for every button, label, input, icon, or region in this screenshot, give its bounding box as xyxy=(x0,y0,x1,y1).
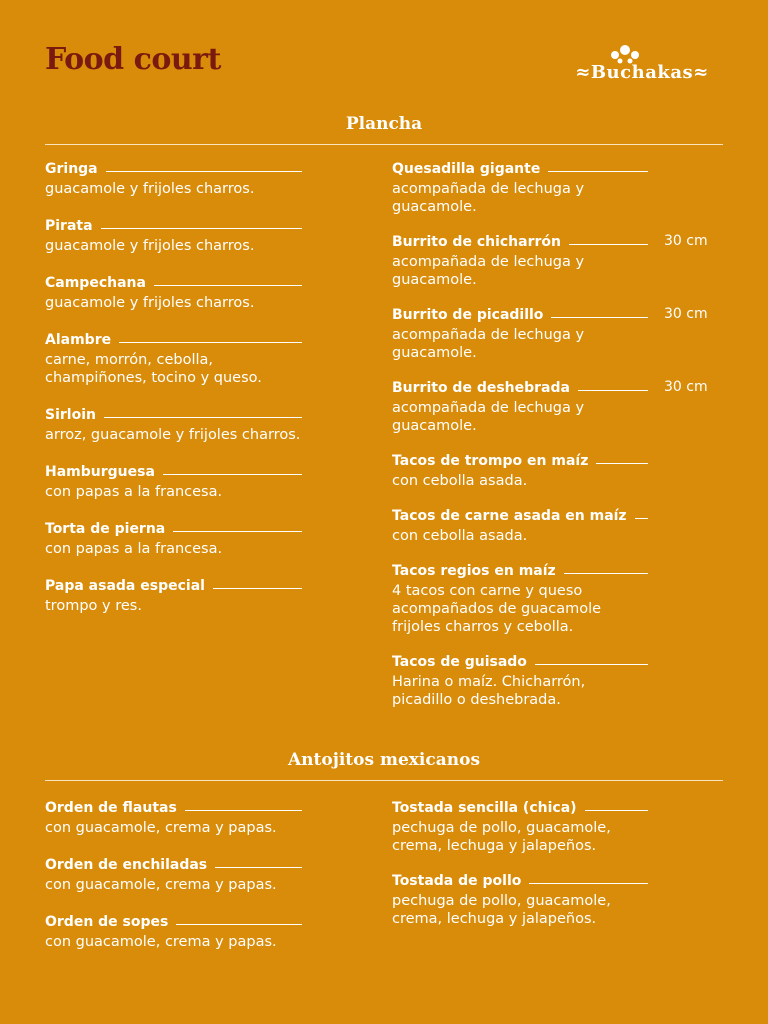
menu-item-name: Torta de pierna xyxy=(45,521,166,537)
menu-item-description: acompañada de lechuga y guacamole. xyxy=(392,327,585,361)
menu-item-description: trompo y res. xyxy=(45,598,142,614)
menu-item-description: con cebolla asada. xyxy=(392,528,528,544)
menu-item-header xyxy=(45,463,302,481)
menu-item-name: Tacos de guisado xyxy=(392,654,527,670)
leader-line xyxy=(548,171,648,172)
menu-item xyxy=(45,577,302,615)
menu-item-description: con papas a la francesa. xyxy=(45,541,223,557)
menu-item xyxy=(392,872,648,928)
leader-line xyxy=(176,924,302,925)
menu-item-name: Pirata xyxy=(45,218,93,234)
leader-line xyxy=(585,810,648,811)
menu-item-name: Gringa xyxy=(45,161,98,177)
menu-item xyxy=(392,562,648,636)
menu-item-name: Alambre xyxy=(45,332,112,348)
menu-item-name: Quesadilla gigante xyxy=(392,161,541,177)
menu-item-header xyxy=(45,406,302,424)
leader-line xyxy=(596,463,648,464)
menu-item-header xyxy=(45,913,302,931)
menu-item xyxy=(392,452,648,490)
menu-item xyxy=(392,233,708,289)
leader-line xyxy=(154,285,302,286)
menu-item-header xyxy=(392,306,648,324)
leader-line xyxy=(185,810,302,811)
menu-item-header xyxy=(392,562,648,580)
menu-item-header xyxy=(45,577,302,595)
menu-item-header xyxy=(45,856,302,874)
menu-item-header xyxy=(45,799,302,817)
menu-item-description: acompañada de lechuga y guacamole. xyxy=(392,400,585,434)
menu-item-header xyxy=(392,160,648,178)
menu-item xyxy=(392,653,648,709)
menu-item xyxy=(392,306,708,362)
menu-item-description: Harina o maíz. Chicharrón, picadillo o deshebrada. xyxy=(392,674,586,708)
section-divider xyxy=(45,780,723,781)
menu-item-name: Papa asada especial xyxy=(45,578,205,594)
menu-item xyxy=(45,217,302,255)
menu-item-description: con guacamole, crema y papas. xyxy=(45,934,277,950)
menu-item-description: acompañada de lechuga y guacamole. xyxy=(392,254,585,288)
leader-line xyxy=(173,531,302,532)
leader-line xyxy=(119,342,302,343)
menu-item-size: 30 cm xyxy=(664,233,708,249)
brand-logo xyxy=(562,44,722,88)
section-divider xyxy=(45,144,723,145)
menu-item-description: carne, morrón, cebolla, champiñones, tocino y queso. xyxy=(45,352,262,386)
section-title-antojitos: Antojitos mexicanos xyxy=(287,750,481,770)
leader-line xyxy=(569,244,648,245)
menu-item-size: 30 cm xyxy=(664,379,708,395)
menu-item-name: Tostada de pollo xyxy=(392,873,522,889)
menu-item xyxy=(45,160,302,198)
menu-item-name: Hamburguesa xyxy=(45,464,155,480)
menu-item xyxy=(45,913,302,951)
leader-line xyxy=(535,664,648,665)
menu-item-name: Burrito de deshebrada xyxy=(392,380,570,396)
leader-line xyxy=(101,228,302,229)
plancha-right-column xyxy=(392,160,708,726)
menu-item xyxy=(392,160,648,216)
menu-item-name: Burrito de picadillo xyxy=(392,307,544,323)
menu-item xyxy=(45,520,302,558)
menu-item-name: Orden de enchiladas xyxy=(45,857,208,873)
menu-item-header xyxy=(392,379,648,397)
antojitos-right-column xyxy=(392,799,648,945)
menu-item-header xyxy=(392,507,648,525)
menu-item-header xyxy=(392,872,648,890)
menu-item xyxy=(45,799,302,837)
leader-line xyxy=(551,317,648,318)
menu-item-header xyxy=(392,233,648,251)
leader-line xyxy=(106,171,302,172)
menu-item-name: Tacos regios en maíz xyxy=(392,563,556,579)
menu-item-name: Tacos de carne asada en maíz xyxy=(392,508,627,524)
brand-name: ≈Buchakas≈ xyxy=(575,62,709,83)
menu-item-header xyxy=(45,217,302,235)
menu-item-name: Sirloin xyxy=(45,407,96,423)
menu-item xyxy=(45,331,302,387)
menu-item-description: pechuga de pollo, guacamole, crema, lechuga y jalapeños. xyxy=(392,820,611,854)
leader-line xyxy=(635,518,648,519)
menu-item-header xyxy=(392,653,648,671)
menu-item-description: con guacamole, crema y papas. xyxy=(45,877,277,893)
menu-item xyxy=(45,274,302,312)
page-title: Food court xyxy=(45,42,221,77)
menu-item-description: con guacamole, crema y papas. xyxy=(45,820,277,836)
menu-item-description: guacamole y frijoles charros. xyxy=(45,181,255,197)
section-title-plancha: Plancha xyxy=(345,114,423,134)
antojitos-left-column xyxy=(45,799,302,970)
menu-item xyxy=(45,406,302,444)
menu-item-header xyxy=(392,799,648,817)
menu-item-name: Orden de flautas xyxy=(45,800,177,816)
menu-item xyxy=(45,463,302,501)
menu-item-name: Tostada sencilla (chica) xyxy=(392,800,577,816)
menu-item-description: con papas a la francesa. xyxy=(45,484,223,500)
leader-line xyxy=(104,417,302,418)
menu-item-description: pechuga de pollo, guacamole, crema, lechuga y jalapeños. xyxy=(392,893,611,927)
menu-item-description: guacamole y frijoles charros. xyxy=(45,295,255,311)
menu-item xyxy=(392,799,648,855)
menu-item-name: Orden de sopes xyxy=(45,914,169,930)
menu-item-description: acompañada de lechuga y guacamole. xyxy=(392,181,585,215)
leader-line xyxy=(564,573,648,574)
menu-item-description: 4 tacos con carne y queso acompañados de guacamole frijoles charros y cebolla. xyxy=(392,583,602,635)
menu-item xyxy=(392,379,708,435)
leader-line xyxy=(215,867,302,868)
logo-flower-icon xyxy=(600,44,650,64)
menu-item-header xyxy=(45,520,302,538)
menu-item-description: con cebolla asada. xyxy=(392,473,528,489)
menu-item-name: Burrito de chicharrón xyxy=(392,234,561,250)
plancha-left-column xyxy=(45,160,302,634)
menu-item xyxy=(392,507,648,545)
menu-item-name: Campechana xyxy=(45,275,146,291)
menu-item-header xyxy=(45,331,302,349)
menu-item-size: 30 cm xyxy=(664,306,708,322)
leader-line xyxy=(578,390,648,391)
leader-line xyxy=(163,474,302,475)
leader-line xyxy=(529,883,648,884)
menu-item-description: arroz, guacamole y frijoles charros. xyxy=(45,427,301,443)
menu-item xyxy=(45,856,302,894)
menu-item-header xyxy=(45,160,302,178)
menu-item-description: guacamole y frijoles charros. xyxy=(45,238,255,254)
leader-line xyxy=(213,588,302,589)
menu-item-header xyxy=(45,274,302,292)
menu-item-header xyxy=(392,452,648,470)
menu-item-name: Tacos de trompo en maíz xyxy=(392,453,589,469)
